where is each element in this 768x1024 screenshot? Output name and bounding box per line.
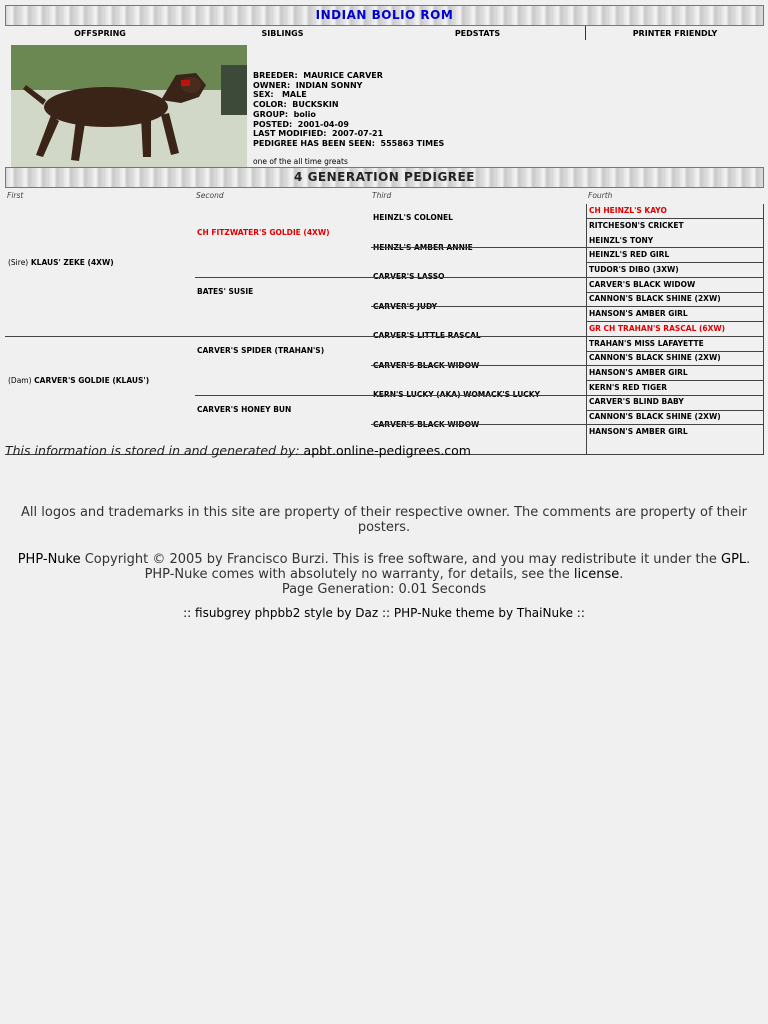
divider-third-1	[371, 247, 764, 248]
pedigree-title: 4 GENERATION PEDIGREE	[5, 167, 764, 188]
pedigree-table	[5, 188, 764, 450]
color-value: BUCKSKIN	[292, 100, 339, 110]
seen-value: 555863 TIMES	[380, 138, 445, 148]
modified-value: 2007-07-21	[332, 129, 384, 139]
license-link[interactable]: license	[573, 567, 620, 582]
dam-cell[interactable]: (Dam) CARVER'S GOLDIE (KLAUS')	[8, 376, 150, 385]
pedigree-nav	[5, 26, 764, 41]
fourth-gen-10[interactable]: TRAHAN'S MISS LAFAYETTE	[589, 339, 704, 348]
sex-value: MALE	[281, 90, 307, 100]
generated-by-note: This information is stored in and generated by: apbt.online-pedigrees.com	[5, 443, 471, 458]
fourth-gen-12[interactable]: HANSON'S AMBER GIRL	[589, 368, 688, 377]
fourth-gen-2[interactable]: RITCHESON'S CRICKET	[589, 221, 684, 230]
second-gen-3[interactable]: CARVER'S SPIDER (TRAHAN'S)	[197, 346, 325, 355]
group-value: bolio	[293, 109, 316, 119]
divider-third-2	[371, 306, 764, 307]
header-first: First	[7, 191, 24, 200]
divider-third-4	[371, 424, 764, 425]
divider-fourth-2	[586, 262, 764, 263]
phpnuke-link[interactable]: PHP-Nuke	[17, 552, 81, 567]
posted-row: POSTED: 2001-04-09	[253, 119, 349, 129]
fourth-gen-3[interactable]: HEINZL'S TONY	[589, 236, 654, 245]
color-row: COLOR: BUCKSKIN	[253, 100, 339, 110]
dog-details	[253, 71, 444, 149]
fourth-gen-4[interactable]: HEINZL'S RED GIRL	[589, 250, 670, 259]
dog-comment: one of the all time greats	[253, 157, 348, 166]
page-generation: Page Generation: 0.01 Seconds	[281, 582, 487, 597]
header-third: Third	[372, 191, 392, 200]
offspring-link[interactable]: OFFSPRING	[74, 29, 126, 38]
header-fourth: Fourth	[588, 191, 613, 200]
group-row: GROUP: bolio	[253, 109, 316, 119]
fourth-gen-6[interactable]: CARVER'S BLACK WIDOW	[589, 280, 696, 289]
trademarks-note: All logos and trademarks in this site are property of their respective owner. The comments are property of their posters.	[21, 505, 747, 535]
divider-fourth-4	[586, 321, 764, 322]
sire-cell[interactable]: (Sire) KLAUS' ZEKE (4XW)	[8, 258, 114, 267]
second-gen-1[interactable]: CH FITZWATER'S GOLDIE (4XW)	[197, 228, 330, 237]
divider-fourth-3	[586, 292, 764, 293]
divider-third-3	[371, 365, 764, 366]
siblings-link[interactable]: SIBLINGS	[261, 29, 304, 38]
owner-value: INDIAN SONNY	[295, 80, 363, 90]
posted-value: 2001-04-09	[297, 119, 349, 129]
dog-silhouette-icon	[11, 45, 247, 167]
sex-row: SEX: MALE	[253, 90, 307, 100]
divider-fourth-5	[586, 351, 764, 352]
divider-second-2	[195, 395, 764, 396]
theme-credits: :: fisubgrey phpbb2 style by Daz :: PHP-Nuke theme by ThaiNuke ::	[183, 606, 585, 620]
divider-fourth-1	[586, 218, 764, 219]
fourth-gen-16[interactable]: HANSON'S AMBER GIRL	[589, 427, 688, 436]
owner-row: OWNER: INDIAN SONNY	[253, 80, 363, 90]
right-border	[763, 204, 764, 455]
fourth-gen-15[interactable]: CANNON'S BLACK SHINE (2XW)	[589, 412, 721, 421]
fourth-gen-13[interactable]: KERN'S RED TIGER	[589, 383, 667, 392]
breeder-row: BREEDER: MAURICE CARVER	[253, 71, 383, 80]
gpl-link[interactable]: GPL	[721, 552, 747, 567]
copyright-note: PHP-Nuke Copyright © 2005 by Francisco Burzi. This is free software, and you may redistribute it under the GPL. PHP-Nuke comes with absolutely no warranty, for details, see the license. Page Generation: 0.01 Seconds	[0, 552, 768, 597]
dog-info-panel	[5, 41, 764, 167]
divider-fourth-6	[586, 380, 764, 381]
dog-name-title: INDIAN BOLIO ROM	[5, 5, 764, 26]
header-second: Second	[196, 191, 224, 200]
fourth-column-border	[586, 204, 587, 455]
seen-row: PEDIGREE HAS BEEN SEEN: 555863 TIMES	[253, 138, 445, 148]
second-gen-4[interactable]: CARVER'S HONEY BUN	[197, 405, 292, 414]
third-gen-1[interactable]: HEINZL'S COLONEL	[373, 213, 453, 222]
divider-fourth-7	[586, 410, 764, 411]
fourth-gen-7[interactable]: CANNON'S BLACK SHINE (2XW)	[589, 294, 721, 303]
fourth-gen-1[interactable]: CH HEINZL'S KAYO	[589, 206, 667, 215]
fourth-gen-14[interactable]: CARVER'S BLIND BABY	[589, 397, 684, 406]
breeder-value: MAURICE CARVER	[303, 71, 383, 80]
divider-first	[5, 336, 764, 337]
pedstats-link[interactable]: PEDSTATS	[370, 26, 586, 40]
second-gen-2[interactable]: BATES' SUSIE	[197, 287, 254, 296]
modified-row: LAST MODIFIED: 2007-07-21	[253, 129, 384, 139]
printer-friendly-link[interactable]: PRINTER FRIENDLY	[632, 29, 718, 38]
fourth-gen-11[interactable]: CANNON'S BLACK SHINE (2XW)	[589, 353, 721, 362]
fourth-gen-8[interactable]: HANSON'S AMBER GIRL	[589, 309, 688, 318]
divider-second-1	[195, 277, 764, 278]
fourth-gen-9[interactable]: GR CH TRAHAN'S RASCAL (6XW)	[589, 324, 726, 333]
site-link[interactable]: apbt.online-pedigrees.com	[303, 443, 471, 458]
fourth-gen-5[interactable]: TUDOR'S DIBO (3XW)	[589, 265, 679, 274]
dog-photo	[11, 45, 247, 167]
